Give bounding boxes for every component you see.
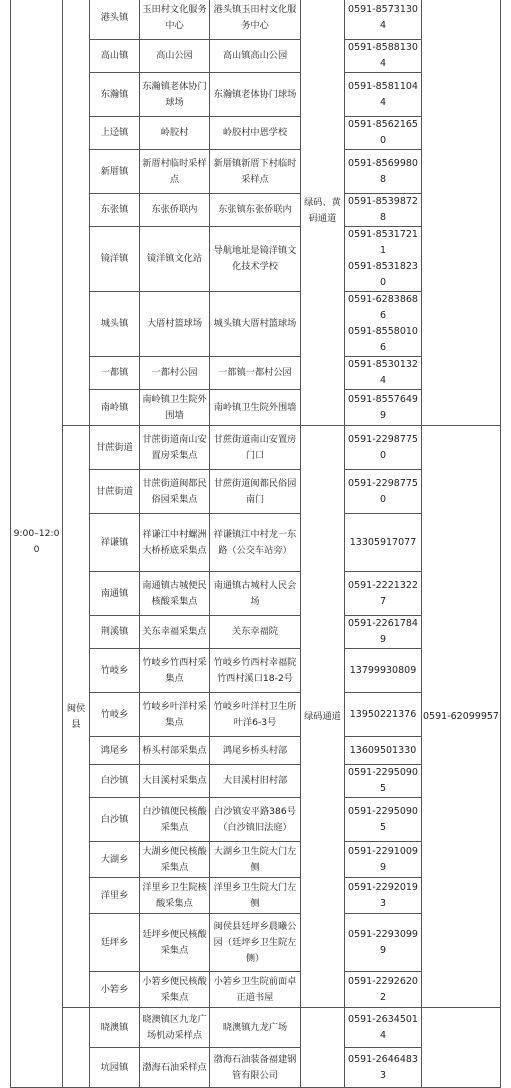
address-cell: 一都镇一都村公园 — [210, 357, 301, 390]
address-cell: 小箬乡卫生院前面卓正道书屋 — [210, 972, 301, 1008]
address-cell: 南岭镇卫生院外围墙 — [210, 390, 301, 426]
town-cell: 南通镇 — [90, 572, 140, 616]
site-cell: 新厝村临时采样点 — [140, 150, 210, 194]
site-cell: 小箬乡便民核酸采集点 — [140, 972, 210, 1008]
site-cell: 东张侨联内 — [140, 194, 210, 227]
phone-cell: 0591-22920193 — [345, 878, 422, 914]
address-cell: 洋里乡卫生院大门左侧 — [210, 878, 301, 914]
hotline-cell: 0591-62099957 — [422, 426, 501, 1008]
site-cell: 岭胶村 — [140, 117, 210, 150]
town-cell: 坑园镇 — [90, 1048, 140, 1088]
address-cell: 东张镇东张侨联内 — [210, 194, 301, 227]
town-cell: 竹岐乡 — [90, 649, 140, 693]
site-cell: 大目溪村采集点 — [140, 765, 210, 798]
phone-cell: 13609501330 — [345, 737, 422, 765]
address-cell: 新厝镇新厝下村临时采样点 — [210, 150, 301, 194]
address-cell: 白沙镇安平路386号（白沙镇旧法庭） — [210, 798, 301, 842]
address-cell: 城头镇大厝村篮球场 — [210, 292, 301, 357]
site-cell: 一都村公园 — [140, 357, 210, 390]
town-cell: 东瀚镇 — [90, 73, 140, 117]
site-cell: 玉田村文化服务中心 — [140, 0, 210, 40]
address-cell: 竹岐乡竹西村幸福院竹西村溪口18-2号 — [210, 649, 301, 693]
town-cell: 甘蔗街道 — [90, 470, 140, 514]
address-cell: 祥谦镇江中村龙一东路（公交车站旁） — [210, 514, 301, 572]
site-cell: 关东幸福采集点 — [140, 616, 210, 649]
address-cell: 东瀚镇老体协门球场 — [210, 73, 301, 117]
hotline-cell — [422, 0, 501, 426]
phone-cell: 0591-22213227 — [345, 572, 422, 616]
phone-cell: 0591-85731304 — [345, 0, 422, 40]
address-cell: 甘蔗街道南山安置房门口 — [210, 426, 301, 470]
channel-cell: 绿码通道 — [301, 426, 345, 1008]
site-cell: 祥谦江中村螺洲大桥桥底采集点 — [140, 514, 210, 572]
phone-cell: 0591-22950905 — [345, 798, 422, 842]
town-cell: 上迳镇 — [90, 117, 140, 150]
phone-cell: 0591-85301324 — [345, 357, 422, 390]
phone-cell: 0591-26464833 — [345, 1048, 422, 1088]
county-cell — [63, 1008, 90, 1088]
town-cell: 白沙镇 — [90, 765, 140, 798]
site-cell: 大湖乡便民核酸采集点 — [140, 842, 210, 878]
phone-cell: 0591-85621650 — [345, 117, 422, 150]
phone-cell: 0591-22926202 — [345, 972, 422, 1008]
town-cell: 白沙镇 — [90, 798, 140, 842]
address-cell: 鸿尾乡桥头村部 — [210, 737, 301, 765]
town-cell: 鸿尾乡 — [90, 737, 140, 765]
site-cell: 南岭镇卫生院外围墙 — [140, 390, 210, 426]
address-cell: 闽侯县廷坪乡晨曦公园（廷坪乡卫生院左侧） — [210, 914, 301, 972]
address-cell: 甘蔗街道闽都民俗园南门 — [210, 470, 301, 514]
town-cell: 新厝镇 — [90, 150, 140, 194]
phone-cell: 13305917077 — [345, 514, 422, 572]
town-cell: 东张镇 — [90, 194, 140, 227]
town-cell: 小箬乡 — [90, 972, 140, 1008]
town-cell: 港头镇 — [90, 0, 140, 40]
site-cell: 大厝村篮球场 — [140, 292, 210, 357]
phone-cell: 0591-22910099 — [345, 842, 422, 878]
phone-cell: 0591-26345014 — [345, 1008, 422, 1048]
address-cell: 高山镇高山公园 — [210, 40, 301, 73]
address-cell: 晓澳镇九龙广场 — [210, 1008, 301, 1048]
site-cell: 竹岐乡竹西村采集点 — [140, 649, 210, 693]
time-cell: 9:00–12:00 — [11, 0, 63, 1088]
town-cell: 廷坪乡 — [90, 914, 140, 972]
town-cell: 高山镇 — [90, 40, 140, 73]
site-cell: 甘蔗街道南山安置房采集点 — [140, 426, 210, 470]
site-cell: 竹岐乡叶洋村采集点 — [140, 693, 210, 737]
site-cell: 晓澳镇区九龙广场机动采样点 — [140, 1008, 210, 1048]
address-cell: 关东幸福院 — [210, 616, 301, 649]
town-cell: 竹岐乡 — [90, 693, 140, 737]
phone-cell: 0591-85811044 — [345, 73, 422, 117]
phone-cell: 0591-22617849 — [345, 616, 422, 649]
town-cell: 大湖乡 — [90, 842, 140, 878]
town-cell: 南岭镇 — [90, 390, 140, 426]
site-cell: 洋里乡卫生院核酸采集点 — [140, 878, 210, 914]
town-cell: 镜洋镇 — [90, 227, 140, 292]
site-cell: 南通镇古城便民核酸采集点 — [140, 572, 210, 616]
town-cell: 晓澳镇 — [90, 1008, 140, 1048]
county-cell: 闽侯县 — [63, 426, 90, 1008]
channel-cell — [301, 1008, 345, 1088]
phone-cell: 0591-85576499 — [345, 390, 422, 426]
town-cell: 祥谦镇 — [90, 514, 140, 572]
site-cell: 甘蔗街道闽都民俗园采集点 — [140, 470, 210, 514]
phone-cell: 13950221376 — [345, 693, 422, 737]
hotline-cell — [422, 1008, 501, 1088]
phone-cell: 0591-22987750 — [345, 470, 422, 514]
phone-cell: 0591-22930999 — [345, 914, 422, 972]
phone-cell: 0591-85317211 0591-85318230 — [345, 227, 422, 292]
site-cell: 白沙镇便民核酸采集点 — [140, 798, 210, 842]
phone-cell: 0591-85881304 — [345, 40, 422, 73]
sampling-sites-table — [10, 0, 501, 1088]
town-cell: 洋里乡 — [90, 878, 140, 914]
phone-cell: 0591-22987750 — [345, 426, 422, 470]
address-cell: 渤海石油装备福建钢管有限公司 — [210, 1048, 301, 1088]
site-cell: 镜洋镇文化站 — [140, 227, 210, 292]
phone-cell: 0591-85398728 — [345, 194, 422, 227]
town-cell: 荆溪镇 — [90, 616, 140, 649]
county-cell — [63, 0, 90, 426]
site-cell: 高山公园 — [140, 40, 210, 73]
phone-cell: 0591-62838686 0591-85580106 — [345, 292, 422, 357]
site-cell: 渤海石油采样点 — [140, 1048, 210, 1088]
address-cell: 港头镇玉田村文化服务中心 — [210, 0, 301, 40]
address-cell: 大湖乡卫生院大门左侧 — [210, 842, 301, 878]
town-cell: 一都镇 — [90, 357, 140, 390]
site-cell: 桥头村部采集点 — [140, 737, 210, 765]
phone-cell: 0591-22950905 — [345, 765, 422, 798]
address-cell: 竹岐乡叶洋村卫生所叶洋6-3号 — [210, 693, 301, 737]
table-row — [11, 1008, 501, 1048]
table-row — [11, 426, 501, 470]
phone-cell: 0591-85699808 — [345, 150, 422, 194]
table-row — [11, 0, 501, 40]
address-cell: 大目溪村旧村部 — [210, 765, 301, 798]
site-cell: 廷坪乡便民核酸采集点 — [140, 914, 210, 972]
address-cell: 导航地址是镜洋镇文化技术学校 — [210, 227, 301, 292]
address-cell: 南通镇古城村人民会场 — [210, 572, 301, 616]
address-cell: 岭胶村中恩学校 — [210, 117, 301, 150]
channel-cell: 绿码、黄码通道 — [301, 0, 345, 426]
town-cell: 城头镇 — [90, 292, 140, 357]
phone-cell: 13799930809 — [345, 649, 422, 693]
site-cell: 东瀚镇老体协门球场 — [140, 73, 210, 117]
town-cell: 甘蔗街道 — [90, 426, 140, 470]
